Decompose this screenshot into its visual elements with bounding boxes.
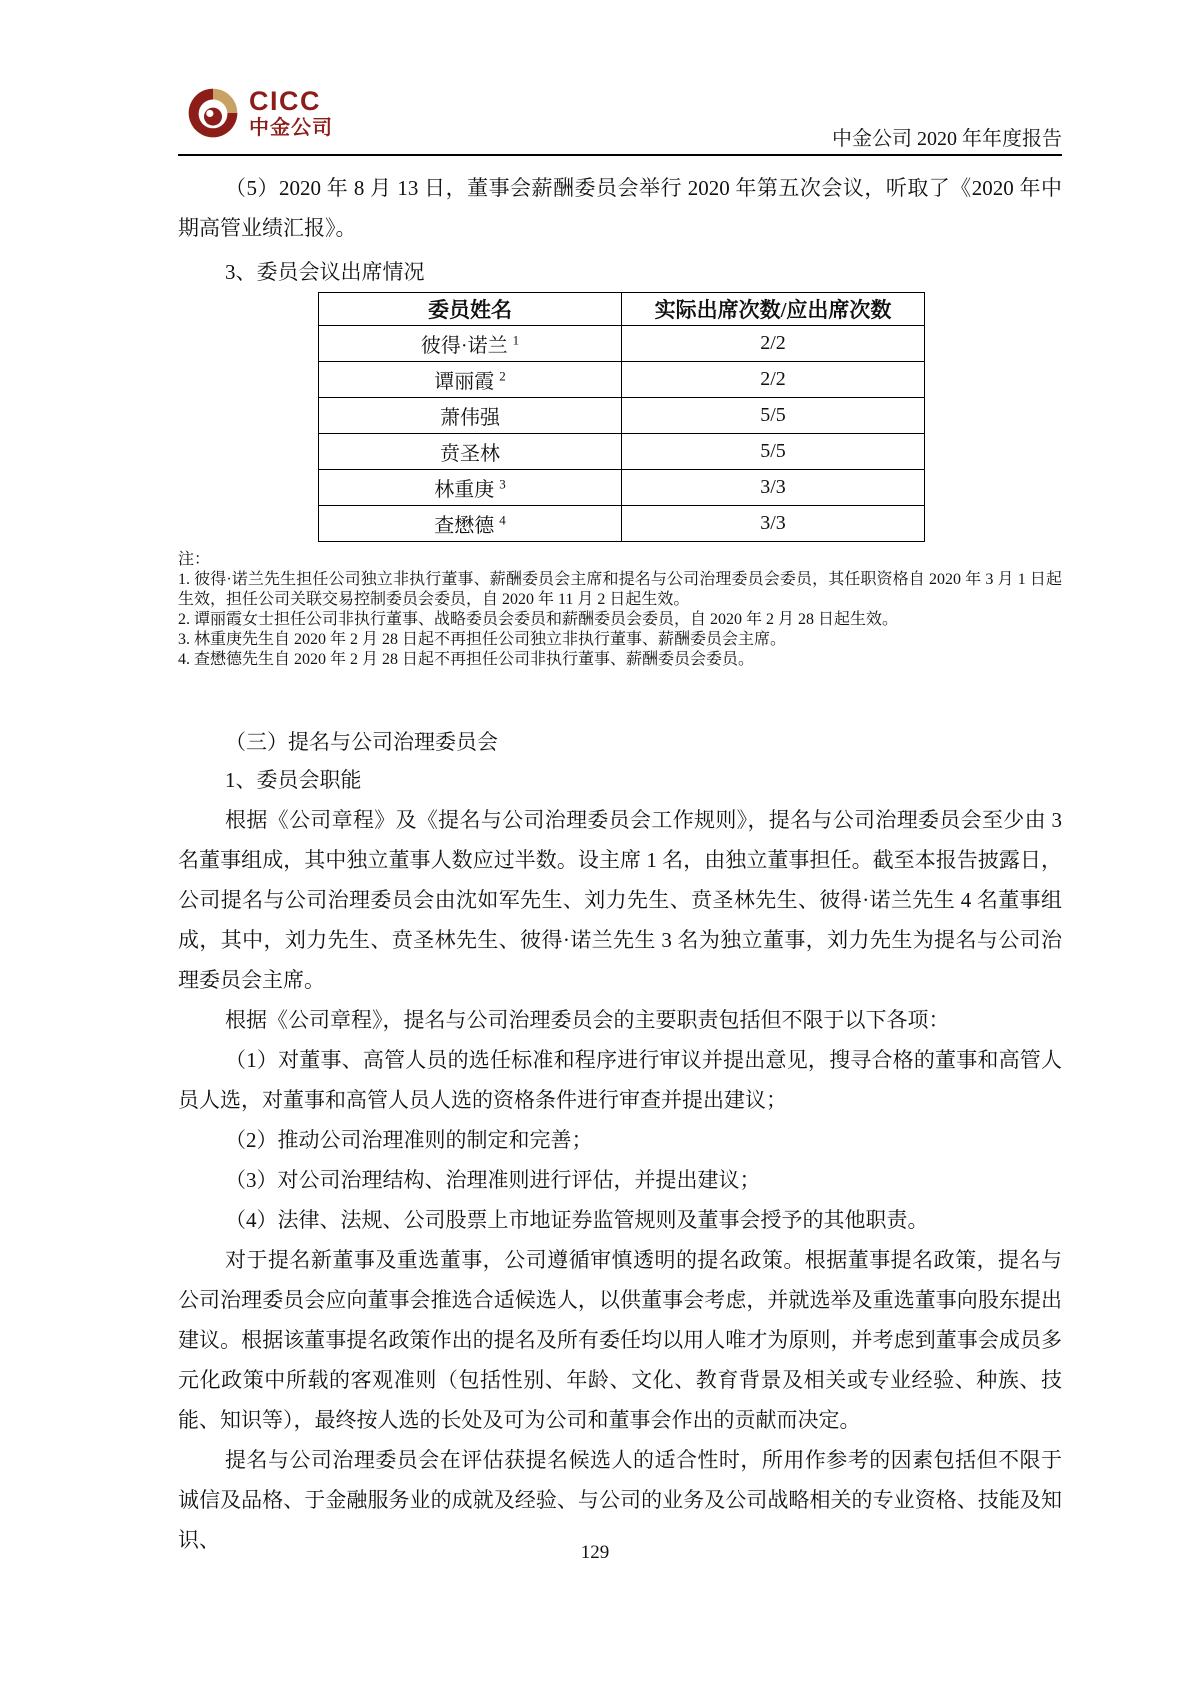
body-paragraph: （4）法律、法规、公司股票上市地证券监管规则及董事会授予的其他职责。 (225, 1208, 929, 1232)
member-name-cell: 林重庚 $^3$ (319, 470, 622, 506)
nomination-paragraphs (178, 800, 1062, 1560)
notes-items (178, 570, 1062, 670)
logo-text-en: CICC (249, 85, 321, 116)
attendance-table-header (319, 293, 925, 326)
table-header-row (319, 293, 925, 326)
member-name-cell: 彼得·诺兰 $^1$ (319, 326, 622, 362)
attendance-cell: 2/2 (622, 326, 925, 362)
report-title: 中金公司 2020 年年度报告 (832, 128, 1062, 150)
table-row (319, 398, 925, 434)
body-paragraph: （1）对董事、高管人员的选任标准和程序进行审议并提出意见，搜寻合格的董事和高管人员人选，对董事和高管人员人选的资格条件进行审查并提出建议； (178, 1048, 1062, 1112)
table-row (319, 506, 925, 542)
nomination-section-heading: （三）提名与公司治理委员会 (225, 730, 498, 754)
table-row (319, 470, 925, 506)
body-paragraph: 对于提名新董事及重选董事，公司遵循审慎透明的提名政策。根据董事提名政策，提名与公司治理委员会应向董事会推选合适候选人，以供董事会考虑，并就选举及重选董事向股东提出建议。根据该董事提名政策作出的提名及所有委任均以用人唯才为原则，并考虑到董事会成员多元化政策中所载的客观准则（包括性别、年龄、文化、教育背景及相关或专业经验、种族、技能、知识等），最终按人选的长处及可为公司和董事会作出的贡献而决定。 (178, 1248, 1062, 1432)
note-item: 3. 林重庚先生自 2020 年 2 月 28 日起不再担任公司独立非执行董事、薪酬委员会主席。 (178, 631, 787, 648)
notes-block (178, 550, 1062, 670)
note-reference: 2 (499, 368, 506, 384)
attendance-table-body (319, 326, 925, 542)
body-paragraph: 根据《公司章程》，提名与公司治理委员会的主要职责包括但不限于以下各项： (225, 1008, 950, 1032)
attendance-table (318, 292, 925, 542)
page-number: 129 (580, 1542, 610, 1563)
header-divider (178, 154, 1062, 156)
attendance-section-heading: 3、委员会议出席情况 (225, 260, 425, 284)
member-name-cell: 萧伟强 (319, 398, 622, 434)
note-item: 2. 谭丽霞女士担任公司非执行董事、战略委员会委员和薪酬委员会委员，自 2020 年 2 月 28 日起生效。 (178, 611, 899, 628)
logo-text-cn: 中金公司 (249, 116, 333, 139)
member-name-cell: 查懋德 $^4$ (319, 506, 622, 542)
attendance-cell: 5/5 (622, 434, 925, 470)
note-item: 1. 彼得·诺兰先生担任公司独立非执行董事、薪酬委员会主席和提名与公司治理委员会委员，其任职资格自 2020 年 3 月 1 日起生效，担任公司关联交易控制委员会委员，自 2020 年 11 月 2 日起生效。 (178, 571, 1062, 608)
paragraph-fifth-meeting: （5）2020 年 8 月 13 日，董事会薪酬委员会举行 2020 年第五次会议，听取了《2020 年中期高管业绩汇报》。 (178, 176, 1062, 240)
body-paragraph: （3）对公司治理结构、治理准则进行评估，并提出建议； (225, 1168, 761, 1192)
note-reference: 3 (499, 476, 506, 492)
table-row (319, 362, 925, 398)
notes-label: 注： (178, 551, 211, 568)
body-paragraph: （2）推动公司治理准则的制定和完善； (225, 1128, 593, 1152)
logo-text (249, 85, 333, 139)
attendance-cell: 3/3 (622, 470, 925, 506)
body-paragraph: 提名与公司治理委员会在评估获提名候选人的适合性时，所用作参考的因素包括但不限于诚信及品格、于金融服务业的成就及经验、与公司的业务及公司战略相关的专业资格、技能及知识、 (178, 1448, 1062, 1552)
note-item: 4. 查懋德先生自 2020 年 2 月 28 日起不再担任公司非执行董事、薪酬委员会委员。 (178, 651, 755, 668)
col-header-member-name: 委员姓名 (319, 293, 622, 326)
attendance-cell: 2/2 (622, 362, 925, 398)
table-row (319, 434, 925, 470)
attendance-cell: 3/3 (622, 506, 925, 542)
cicc-logo-icon (186, 86, 240, 140)
attendance-cell: 5/5 (622, 398, 925, 434)
col-header-attendance: 实际出席次数/应出席次数 (622, 293, 925, 326)
member-name-cell: 贲圣林 (319, 434, 622, 470)
note-reference: 1 (512, 332, 520, 348)
committee-functions-heading: 1、委员会职能 (225, 768, 362, 792)
note-reference: 4 (499, 512, 506, 528)
member-name-cell: 谭丽霞 $^2$ (319, 362, 622, 398)
cicc-logo (186, 86, 333, 140)
table-row (319, 326, 925, 362)
body-paragraph: 根据《公司章程》及《提名与公司治理委员会工作规则》，提名与公司治理委员会至少由 3 名董事组成，其中独立董事人数应过半数。设主席 1 名，由独立董事担任。截至本报告披露日，公司提名与公司治理委员会由沈如军先生、刘力先生、贲圣林先生、彼得·诺兰先生 4 名董事组成，其中，刘力先生、贲圣林先生、彼得·诺兰先生 3 名为独立董事，刘力先生为提名与公司治理委员会主席。 (178, 808, 1062, 992)
